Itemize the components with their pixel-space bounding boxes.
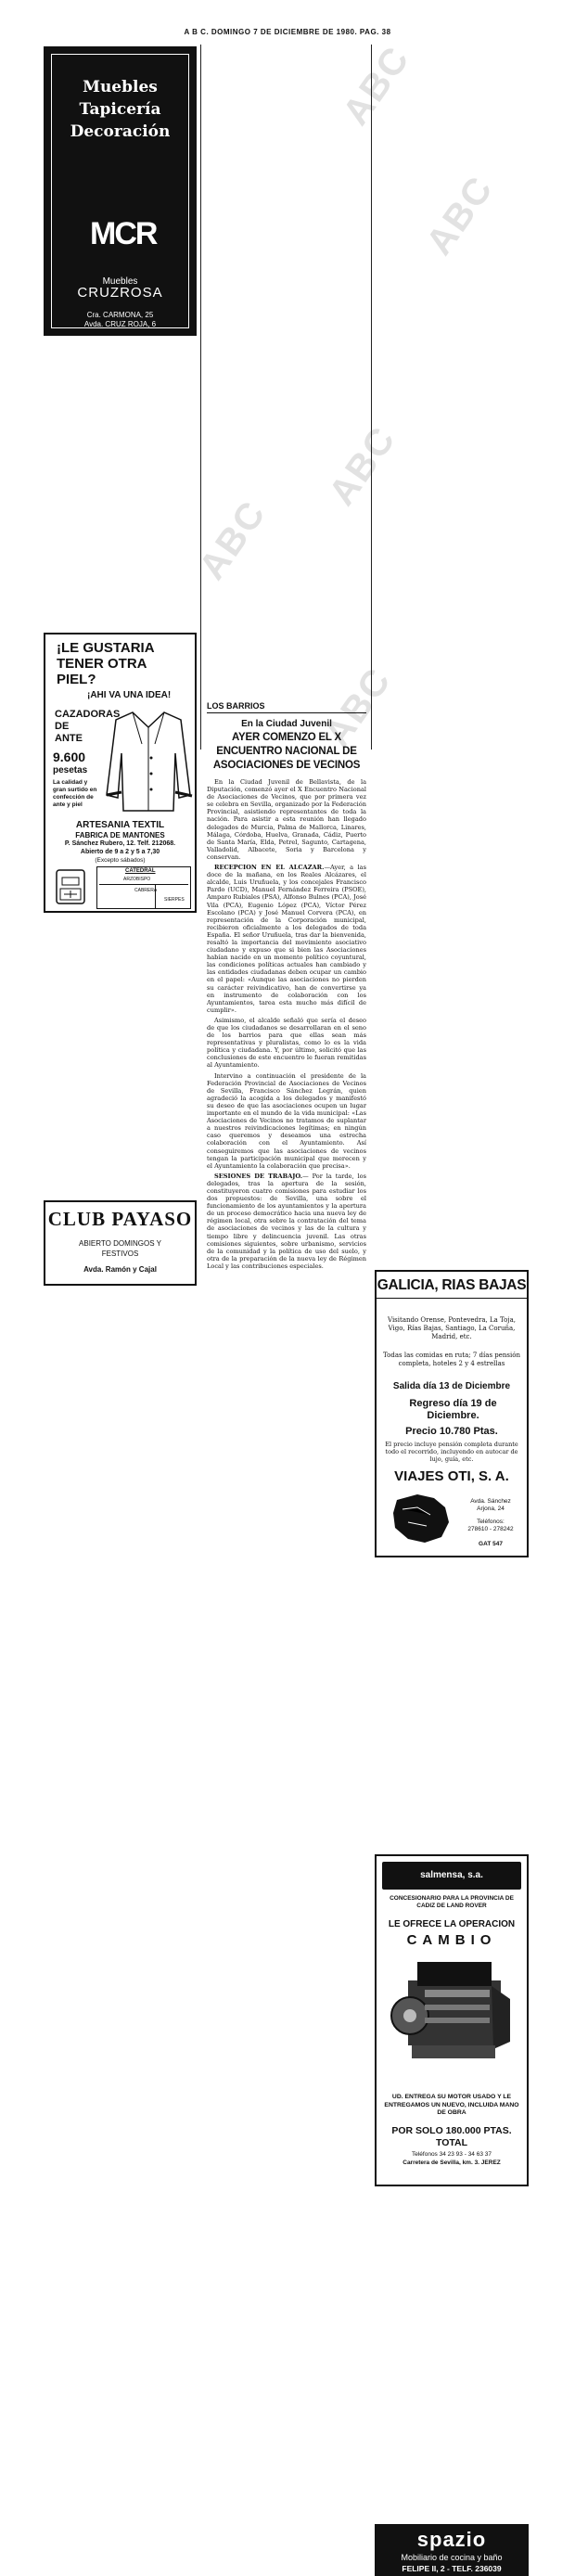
article-p1: En la Ciudad Juvenil de Bellavista, de la Diputación, comenzó ayer el X Encuentro Nacional de Asociaciones de Vecinos, que por primera vez se celebra en Sevilla, organizado por la Federación Provincial, asistiendo representantes de toda la nación. Para asistir a esta reunión han llegado delegados de Murcia, Palma de Mallorca, Linares, Málaga, Córdoba, Huelva, Granada, Cádiz, Puerto de Santa María, Elda, Petrel, Sagunto, Cartagena, Valladolid, Albacete, Soria y Barcelona y conservan. (207, 778, 366, 861)
ad-galicia-gat: GAT 547 (479, 1541, 503, 1547)
ad-artesania-quality: La calidad y gran surtido en confección de ante y piel (53, 779, 97, 808)
galicia-map-icon (390, 1491, 454, 1546)
watermark-1: ABC (191, 493, 275, 587)
article-p2-wrap (207, 864, 366, 1014)
article-p5: — Por la tarde, los delegados, tras la apertura de la sesión, constituyeron cuatro comisiones para estudiar los dos propuestos: de Sevilla, una sobre el funcionamiento de los ayuntamientos y la apertura de un proceso democrático hacia una nueva ley de régimen local, otra sobre la contratación del tema de asociaciones de vecinos y las de la cultura y tiempo libre y delincuencia juvenil. Las otras comisiones siguientes, sobre urbanismo, servicios de la comunidad y la política de uso del suelo, y otra de la preparación de la nueva ley de Régimen Local y las contribuciones especiales. (207, 1172, 366, 1270)
ad-artesania-q2: TENER OTRA (57, 656, 147, 672)
ad-artesania-q3: PIEL? (57, 672, 96, 687)
ad-motor-brand-bar (382, 1862, 521, 1890)
map-street-cabrera: CABRERA (134, 888, 158, 893)
ad-spazio-brand: spazio (416, 2528, 487, 2551)
ad-artesania-address: P. Sánchez Rubero, 12. Telf. 212068. (64, 840, 176, 847)
ad-muebles-line2: Tapicería (79, 100, 161, 119)
ad-motor-conc: CONCESIONARIO PARA LA PROVINCIA DE CADIZ DE LAND ROVER (390, 1895, 514, 1909)
ad-motor-deal: UD. ENTREGA SU MOTOR USADO Y LE ENTREGAMOS UN NUEVO, INCLUIDA MANO DE OBRA (384, 2094, 519, 2116)
ad-club-addr: Avda. Ramón y Cajal (83, 1265, 157, 1274)
ad-galicia-addr2: Arjona, 24 (477, 1506, 505, 1512)
ad-artesania-caz2: DE (55, 721, 70, 732)
ad-galicia-meals: Todas las comidas en ruta; 7 días pensión completa, hoteles 2 y 4 estrellas (383, 1352, 520, 1367)
location-map (96, 866, 191, 909)
ad-artesania-price-unit: pesetas (53, 765, 88, 775)
ad-club-line2: FESTIVOS (101, 1250, 139, 1258)
article-p2: —Ayer, a las doce de la mañana, en los Reales Alcázares, el alcalde, Luis Uruñuela, y los concejales Francisco Pardo (UCD), Manuel Fernández Ferreira (PSOE), Amparo Rubiales (PSA), Alfonso Bulnes (PCA), José Vila (PCA), Eugenio López (PCA), Víctor Pérez Escolano (PCA) y José Manuel Corvera (PCA), en representación de la Corporación municipal, recibieron oficialmente a los delegados de toda España. El señor Uruñuela, tras dar la bienvenida, resaltó la importancia del movimiento asociativo ciudadano y expuso que si bien las Asociaciones habían nacido en un momento político coyuntural, las condiciones políticas actuales han cambiado y las entidades ciudadanas deben ocupar un cambio en el papel: «Aunque las asociaciones no pierden su carácter reivindicativo, han de convertirse ya en instrumento de colaboración con los Ayuntamientos, tarea esta mucho más difícil de cumplir». (207, 864, 366, 1014)
ad-galicia-tel-label: Teléfonos: (477, 1519, 505, 1525)
article-p4: Intervino a continuación el presidente de la Federación Provincial de Asociaciones de Vecinos de Sevilla, Francisco Sánchez Legrán, quien agradeció la acogida a los delegados y manifestó su deseo de que las asociaciones ocupen un lugar importante en el mundo de la vida municipal: «Las Asociaciones de Vecinos no tratamos de suplantar a nuestros reivindicaciones legítimas; en ningún caso queremos y deseamos una estrecha colaboración con el Ayuntamiento. Así conseguiremos que las asociaciones de vecinos tengan la participación municipal que merecen y el Ayuntamiento la colaboración que precisa». (207, 1071, 366, 1170)
ad-spazio-tag: Mobiliario de cocina y baño (401, 2553, 503, 2562)
article-headline: AYER COMENZO EL X ENCUENTRO NACIONAL DE ASOCIACIONES DE VECINOS (212, 732, 361, 771)
ad-club-line1: ABIERTO DOMINGOS Y (79, 1239, 161, 1248)
ad-galicia-agency: VIAJES OTI, S. A. (394, 1468, 509, 1484)
city-seal-icon (53, 866, 88, 909)
ad-motor-total: TOTAL (435, 2137, 468, 2148)
ad-motor-brand: salmensa, s.a. (420, 1870, 483, 1880)
ad-galicia-includes: El precio incluye pensión completa durante todo el recorrido, incluyendo en autocar de lujo, guía, etc. (385, 1441, 518, 1463)
ad-galicia-departure: Salida día 13 de Diciembre (392, 1381, 511, 1391)
ad-muebles-line3: Decoración (70, 122, 171, 141)
ad-artesania-caz3: ANTE (55, 733, 83, 744)
ad-galicia-tel: 278610 - 278242 (467, 1526, 514, 1532)
article-p5-lead: SESIONES DE TRABAJO. (214, 1172, 303, 1180)
ad-artesania-hours: Abierto de 9 a 2 y 5 a 7,30 (80, 849, 160, 855)
ad-motor-road: Carretera de Sevilla, km. 3. JEREZ (402, 2159, 501, 2166)
article (207, 701, 366, 1270)
ad-motor (375, 1854, 529, 2186)
ad-artesania-caz1: CAZADORAS (55, 709, 121, 720)
watermark-4: ABC (418, 168, 502, 263)
article-section: LOS BARRIOS (207, 701, 366, 713)
column-rule-left (200, 45, 201, 750)
ad-motor-phones: Teléfonos 34 23 93 - 34 63 37 (411, 2151, 492, 2158)
column-rule-right (371, 45, 372, 750)
ad-muebles-addr2: Cra. CARMONA, 25 (86, 311, 154, 319)
ad-muebles-brand-line2: CRUZROSA (77, 285, 163, 301)
ad-club-title: CLUB PAYASO (47, 1208, 193, 1230)
mcr-logo (90, 206, 155, 262)
ad-galicia-return: Regreso día 19 de Diciembre. (409, 1398, 497, 1421)
ad-motor-offer1: LE OFRECE LA OPERACION (388, 1919, 516, 1929)
ad-muebles-line1: Muebles (83, 78, 158, 96)
mcr-logo-letters: MCR (90, 216, 157, 251)
ad-spazio-addr: FELIPE II, 2 - TELF. 236039 (402, 2564, 502, 2573)
article-kicker: En la Ciudad Juvenil (241, 719, 332, 729)
article-p3: Asimismo, el alcalde señaló que sería el deseo de que los ciudadanos se desarrollaran en el seno de los barrios para que ellas sean más representativas y pluralistas, como lo es la vida política y ciudadana. Y, por último, solicitó que las conclusiones de este encuentro le fueran remitidas al Ayuntamiento. (207, 1016, 366, 1070)
ad-galicia-route: Visitando Orense, Pontevedra, La Toja, Vigo, Rías Bajas, Santiago, La Coruña, Madrid, etc. (388, 1316, 516, 1340)
ad-muebles-addr1: Avda. CRUZ ROJA, 6 (83, 320, 157, 328)
ad-club-payaso (44, 1200, 197, 1286)
page-header: A B C. DOMINGO 7 DE DICIEMBRE DE 1980. PAG. 38 (184, 28, 391, 36)
ad-artesania (44, 633, 197, 913)
article-p2-lead: RECEPCION EN EL ALCAZAR. (214, 864, 325, 872)
ad-galicia-addr1: Avda. Sánchez (470, 1498, 511, 1505)
ad-motor-price: POR SOLO 180.000 PTAS. (391, 2125, 512, 2136)
ad-artesania-price: 9.600 (53, 750, 86, 764)
ad-galicia-price: Precio 10.780 Ptas. (405, 1426, 498, 1437)
watermark-5: ABC (335, 38, 418, 133)
ad-artesania-hours2: (Excepto sábados) (95, 857, 146, 864)
map-street-sierpes: SIERPES (164, 897, 185, 903)
ad-artesania-exclaim: ¡AHI VA UNA IDEA! (87, 690, 172, 700)
ad-muebles (44, 46, 197, 336)
map-street-arzobispo: ARZOBISPO (123, 877, 151, 882)
ad-galicia (375, 1270, 529, 1557)
engine-illustration (390, 1953, 516, 2068)
watermark-3: ABC (316, 660, 400, 754)
jacket-illustration (105, 707, 193, 818)
ad-artesania-q1: ¡LE GUSTARIA (57, 640, 155, 656)
watermark-2: ABC (321, 418, 404, 513)
ad-motor-offer2: CAMBIO (406, 1932, 497, 1948)
ad-muebles-brand-line1: Muebles (102, 276, 138, 287)
ad-artesania-name: ARTESANIA TEXTIL (75, 820, 165, 830)
ad-galicia-title: GALICIA, RIAS BAJAS (377, 1277, 527, 1299)
article-p5-wrap (207, 1173, 366, 1270)
map-street-catedral: CATEDRAL (125, 868, 156, 874)
ad-spazio (375, 2524, 529, 2576)
ad-artesania-fabrica: FABRICA DE MANTONES (75, 831, 165, 839)
